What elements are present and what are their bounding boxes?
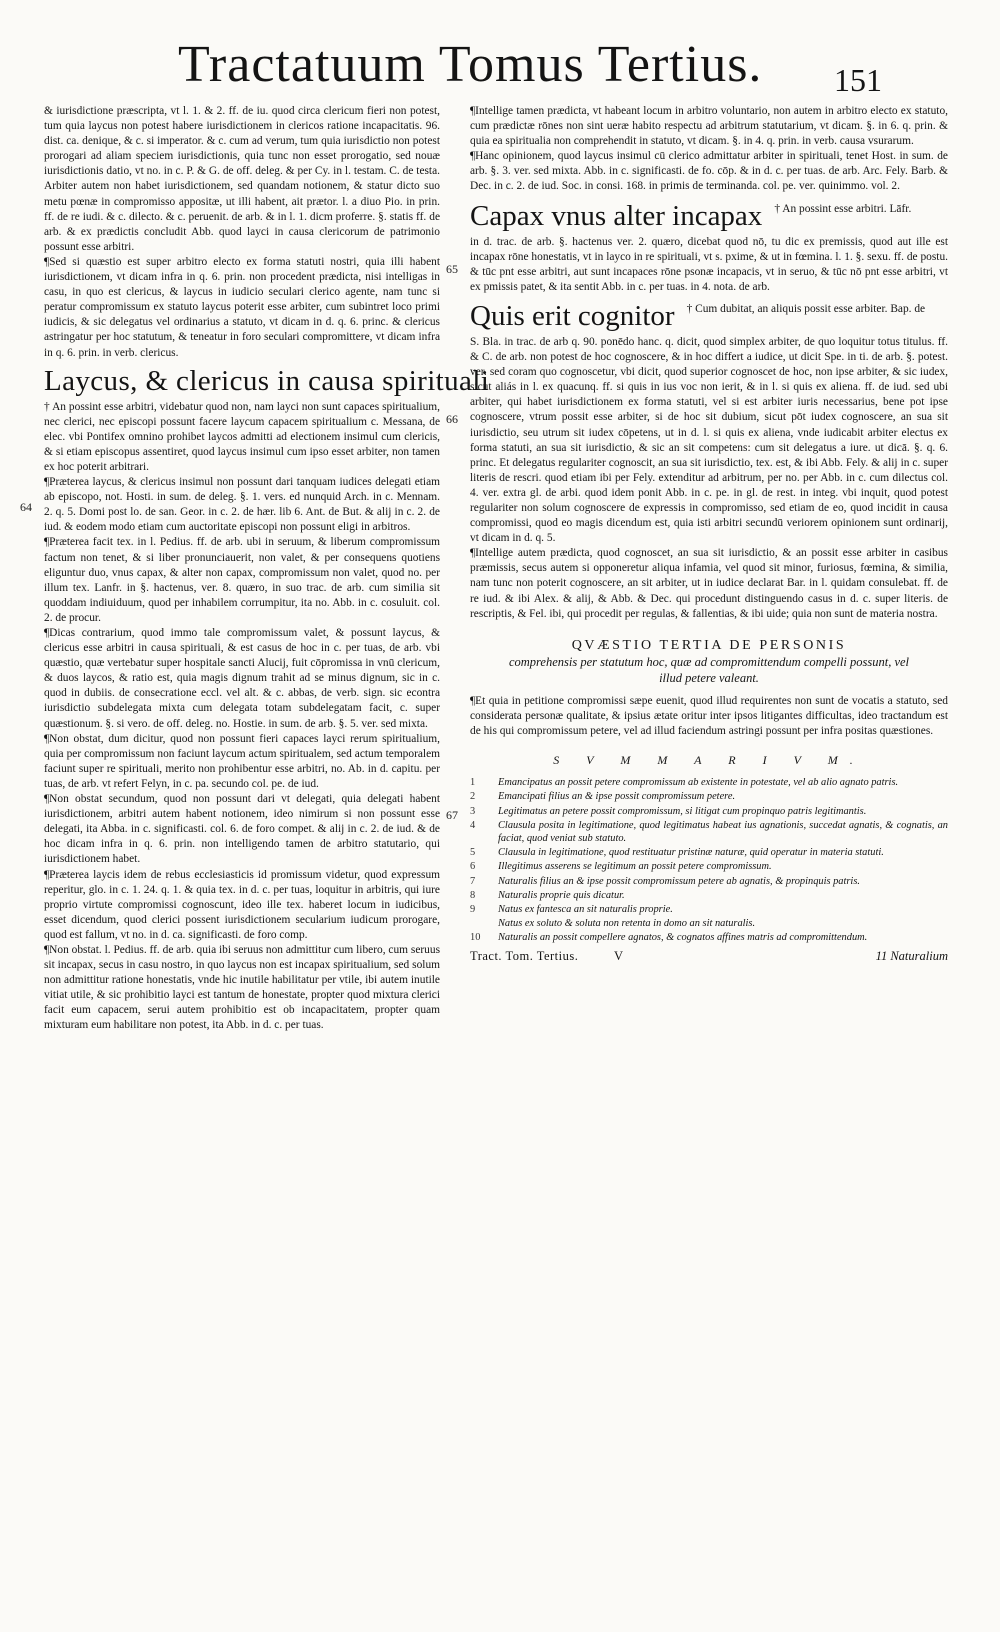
paragraph: † An possint esse arbitri, videbatur quod non, nam layci non sunt capaces spiritualium, nec clerici, nec episcopi possunt facere laycum capacem spiritualium c. Messana, de elec. vbi Pontifex omnino prohibet laycos admitti ad electionem insimul cum clericis, & si etiam episcopus assentiret, quod laycus insimul cum ipso esset arbiter, non tamen ex hoc poterit arbitrari. <box>44 400 440 473</box>
summarium-item-text: Natus ex soluto & soluta non retenta in domo an sit naturalis. <box>498 918 756 930</box>
summarium-item <box>470 917 948 930</box>
summarium-item-number: 1 <box>470 777 476 789</box>
paragraph: ¶Dicas contrarium, quod immo tale compromissum valet, & possunt laycus, & clericus esse arbitri in causa spirituali, & est casus de hoc in c. per tuas, de arb. vbi quæstio, quæ vertebatur super hospitale sancti Alucij, fuit cōpromissa in vnū clericum, & duos laycos, & ratio est, quia magis dignum trahit ad se minus dignum, sic in c. quod in dubiis. de consecratione eccl. vel alt. & c. abbas, de verb. sign. sic econtra iurisdictio subdelegata mixta cum delegata totam subdelegatam facit, c. super quæstionum. §. si vero. de off. deleg. no. Hostie. in sum. de arb. §. 5. ver. sed mixta. <box>44 627 440 730</box>
summarium-item <box>470 790 948 803</box>
paragraph: ¶Sed si quæstio est super arbitro electo ex forma statuti nostri, quia illi habent iurisdictionem, vt dicam infra in q. 6. prin. non procedent prædicta, nisi intelligas in casu, in quo est clericus, & laycus in iudicio seculari clerico agente, nam tunc si peratur compromissum ex statuto laycus poterit esse arbiter, cum subintret loco primi iudicis, & sic delegatus vel ordinarius a statuto, vt dicam in d. q. 6. princ. & clericus astringatur per hoc statutum, & teneatur in foro seculari compromittere, vt dicam infra in q. 6. prin. in verb. clericus. <box>44 255 440 359</box>
right-column <box>470 104 948 964</box>
section-heading-capax-note: † An possint esse arbitri. Lāfr. <box>774 202 912 215</box>
paragraph: ¶Non obstat secundum, quod non possunt dari vt delegati, quia delegati habent iurisdictionem, arbitri autem habent notionem, ideo nimirum si non possunt esse delegati, ita Abba. in c. significasti. col. 6. de foro compet. & alij in c. 2. de iud. & de hoc dicam infra in q. 6. prin. non intelligendo tamen de arbitro statutario, qui iurisdictionem habet. <box>44 793 440 866</box>
paragraph: ¶Intellige tamen prædicta, vt habeant locum in arbitro voluntario, non autem in arbitro electo ex statuto, cum prædictæ rōnes non sint ueræ habito respectu ad arbitrum statutarium, vt dicam. §. in 6. q. prin. & quia ea spiritualia non comprehendit in statuto, vt dicam. §. in 4. q. prin. in verb. causa vsurarum. <box>470 105 948 148</box>
summarium-item-text: Naturalis proprie quis dicatur. <box>498 889 625 901</box>
running-title: Tractatuum Tomus Tertius. <box>178 36 763 93</box>
paragraph: ¶Non obstat, dum dicitur, quod non possunt fieri capaces layci rerum spiritualium, quia per compromissum non faciunt laycum actum spiritualem, sed actum temporalem faciunt super re spirituali, merito non prohibentur esse arbitri, no. Ab. in d. capitu. per tuas, de arb. vt refert Felyn, in c. pa. secundo col. pe. de iud. <box>44 732 440 790</box>
summarium-item-text: Emancipatus an possit petere compromissum ab existente in potestate, vel ab alio agnato patris. <box>498 777 899 789</box>
summarium-item-text: Naturalis an possit compellere agnatos, & cognatos affines matris ad compromittendum. <box>498 932 868 944</box>
summarium-heading: S V M M A R I V M. <box>553 753 865 767</box>
summarium-item-text: Emancipati filius an & ipse possit compromissum petere. <box>498 791 736 803</box>
summarium-item-text: Naturalis filius an & ipse possit compromissum petere ab agnatis, & propinquis patris. <box>498 875 860 887</box>
margin-number-64: 64 <box>20 500 32 514</box>
summarium-item <box>470 889 948 902</box>
paragraph: ¶Hanc opinionem, quod laycus insimul cū clerico admittatur arbiter in spirituali, tenet Host. in sum. de arb. §. 3. ver. sed mixta. Abb. in c. significasti. de fo. cōp. & in d. c. per tuas. de arb. Arc. Fely. Barb. & Dec. in c. 2. de iud. Soc. in consi. 168. in primis de terminanda. col. pe. ver. quinimmo. vol. 2. <box>470 150 948 193</box>
margin-number-66: 66 <box>446 412 458 426</box>
summarium-item-number: 4 <box>470 819 476 831</box>
footer-signature-text: Tract. Tom. Tertius. <box>470 948 579 963</box>
paragraph: ¶Præterea laycis idem de rebus ecclesiasticis id promissum videtur, quod expressum reperitur, glo. in c. 1. 24. q. 1. & quia tex. in d. c. per tuas, loquitur in arbitris, qui iure proprio virtute compromissi cognoscunt, ideo ille tex. haberet locum in iudicibus, esset dicendum, quod clerici possent iurisdictionem secularium iudicum prorogare, quod est fallum, vt no. in d. ca. significasti. de foro comp. <box>44 868 440 941</box>
paragraph: ¶Et quia in petitione compromissi sæpe euenit, quod illud requirentes non sunt de vocatis a statuto, sed considerata personæ qualitate, & ipsius ætate oritur inter ipsos litigantes difficultas, ideo tractandum est de his qui compromissum petere, vel ad illud faciendum astringi possunt per infra positas quæstiones. <box>470 694 948 737</box>
summarium-item-number: 5 <box>470 847 476 859</box>
paragraph: ¶Intellige autem prædicta, quod cognoscet, an sua sit iurisdictio, & an possit esse arbiter in casibus præmissis, secus autem si opponeretur aliqua infamia, vel quod sit minor, furiosus, fœmina, & similia, nam tunc non poterit cognoscere, an sit arbiter, ut in iudice declarat Bar. in l. quidam consulebat. ff. de re iud. & ibi Alex. & alij, & Abb. & Dec. qui procedunt distinguendo casus in d. c. super literis. de rescriptis, & Fel. ibi, qui procedit per regulas, & fallentias, & ibi uide; quia non sunt de materia nostra. <box>470 547 948 620</box>
summarium-item-number: 3 <box>470 805 476 817</box>
footer-signature <box>470 949 624 964</box>
paragraph: & iurisdictione præscripta, vt l. 1. & 2. ff. de iu. quod circa clericum fieri non potest, tum quia laycus non potest habere iurisdictionem in clericos ratione incapacitatis. 96. dist. ca. denique, & c. si imperator. & c. cum ad verum, tum quia iurisdictio non potest prorogari ad aliam speciem iurisdictionis, quia tunc non esset prorogatio, sed nouæ iurisdictionis datio, vt no. in c. P. & G. de off. deleg. & per Cy. in l. testam. C. de testa. Arbiter autem non habet iurisdictionem, sed quandam notionem, & statur dicto suo metu pœnæ in compromisso appositæ, ut illi habent, ait prætor. l. a diuo Pio. in prin. ff. de re iudi. & c. dilecto. & c. peruenit. de arb. & in l. 1. dicm proferre. §. statis ff. de arb. & ex prædictis concludit Abb. quod layci in causa clericorum de patrimonio possunt esse arbitri. <box>44 105 440 253</box>
summarium-item-number: 9 <box>470 903 476 915</box>
summarium-item <box>470 875 948 888</box>
summarium-item-text: Illegitimus asserens se legitimum an possit petere compromissum. <box>498 861 772 873</box>
summarium-item-text: Natus ex fantesca an sit naturalis proprie. <box>498 903 673 915</box>
summarium-item-number: 2 <box>470 791 476 803</box>
page-number: 151 <box>834 62 882 98</box>
footer-signature-letter: V <box>614 948 624 963</box>
summarium-item-text: Clausula in legitimatione, quod restituatur pristinæ naturæ, quid operatur in materia statuti. <box>498 847 884 859</box>
summarium-list <box>470 776 948 944</box>
summarium-item <box>470 903 948 916</box>
quaestio-heading <box>470 638 948 686</box>
summarium-item <box>470 860 948 873</box>
quaestio-title: QVÆSTIO TERTIA DE PERSONIS <box>571 637 847 653</box>
section-heading-cognitor-title: Quis erit cognitor <box>470 299 675 332</box>
summarium-item-number: 10 <box>470 932 481 944</box>
paragraph: ¶Præterea laycus, & clericus insimul non possunt dari tanquam iudices delegati etiam ab episcopo, not. Hosti. in sum. de deleg. §. 1. vers. ed nunquid Arch. in c. Mennam. 2. q. 5. Domi post lo. de san. Geor. in c. 2. de hær. lib 6. Ant. de But. & alij in c. 2. de iud. & eodem modo etiam cum auctoritate episcopi non possunt eligi in arbitros. <box>44 476 440 534</box>
summarium-item-number: 6 <box>470 861 476 873</box>
paragraph: S. Bla. in trac. de arb q. 90. ponēdo hanc. q. dicit, quod simplex arbiter, de quo loquitur totus titulus. ff. & C. de arb. non potest de hoc cognoscere, & in hoc differt a iudice, ut dicit Spe. in ti. de arb. §. potest. ver. sed coram quo cognoscetur, vbi dicit, quod superior cognoscet de hoc, non ipse arbiter, & sic iudex, sicut aliás in l. ex quacunq. ff. si quis in ius voc non ierit, & in l. si quis ex aliena. ff. de iud. sed ubi arbiter, qui habet iurisdictionem ex forma statuti, vel si est arbiter iuris necessarius, bene pot ipse cognoscere, vtrum possit esse arbiter, si de hoc sit dubium, sicut pōt iudex cognoscere, an sua sit iurisdictio, seu utrum sit iudex cōpetens, ut in d. l. si quis ex aliena, vnde iudicabit arbiter electus ex forma statuti, an sua sit iurisdictio, & sic an sit competens: cum sit delegatus a iure. ut dicā. §. q. 6. princ. Et delegatus regulariter cognoscit, an sua sit iurisdictio, tex. est, & ibi Abb. Fely. & alij in c. super literis de rescri. quod etiam ibi per Fely. extenditur ad arbitrum, per no. per Abb. in c. cum dilectus col. 4. ver. extra gl. de arbi. quod idem ponit Abb. in c. pe. in gl. de rest. in integ. vbi inquit, quod potest regulariter non solum cognoscere de expressis in compromisso, sed etiam de eo, quod incidit in causa compromissi, quod eo magis dicendum est, quia isti arbitri secundū veriorem opinionem sunt ordinarij, vt dicam in d. q. 5. <box>470 335 948 545</box>
footer-catchword: 11 Naturalium <box>875 948 948 963</box>
summarium-item-text: Legitimatus an petere possit compromissum, si litigat cum propinquo patris legitimantis. <box>498 805 867 817</box>
paragraph: ¶Præterea facit tex. in l. Pedius. ff. de arb. ubi in seruum, & liberum compromissum factum non tenet, & si liber pronunciauerit, non valet, & per consequens quotiens eliguntur duo, vnus capax, & alter non capax, compromissum non valet, quod no. per illum tex. Lanfr. in §. hactenus, ver. 8. quæro, in suo trac. de arb. cum similia sit quoddam indiuiduum, quod per inhabilem corrumpitur, ita no. Abb. in c. cosuluit. col. 2. de procur. <box>44 536 440 624</box>
summarium-item <box>470 819 948 845</box>
summarium-item-number: 8 <box>470 889 476 901</box>
margin-number-67: 67 <box>446 808 458 822</box>
section-heading-capax-title: Capax vnus alter incapax <box>470 199 763 232</box>
paragraph: ¶Non obstat. l. Pedius. ff. de arb. quia ibi seruus non admittitur cum libero, cum seruus sit incapax, secus in casu nostro, in quo laycus non est incapax spiritualium, sed solum non admittitur ratione honestatis, vnde hic inutile habilitatur per vtile, ibi autem inutile vitiat utile, & sic prohibitio layci est tantum de honestate, propter quod mixtura clerici facit eum capacem, serui autem prohibitio est ob incapacitatem, propter quam mixturam eum habilitare non potest, ita Abb. in d. c. per tuas. <box>44 943 440 1032</box>
margin-number-65: 65 <box>446 262 458 276</box>
summarium-item-text: Clausula posita in legitimatione, quod legitimatus habeat ius agnationis, succedat agnatis, & cognatis, an faciat, quod veniat sub statuto. <box>498 819 948 844</box>
summarium-item <box>470 846 948 859</box>
section-heading-cognitor-note: † Cum dubitat, an aliquis possit esse arbiter. Bap. de <box>686 302 926 315</box>
quaestio-subtitle-1: comprehensis per statutum hoc, quæ ad compromittendum compelli possunt, vel <box>508 654 910 669</box>
section-heading-laycus: Laycus, & clericus in causa spirituali <box>44 364 490 397</box>
section-heading-cognitor <box>470 300 948 332</box>
page-footer <box>470 949 948 964</box>
summarium-item <box>470 805 948 818</box>
page-header <box>0 0 1000 100</box>
section-heading-capax <box>470 200 948 232</box>
quaestio-subtitle-2: illud petere valeant. <box>659 670 759 685</box>
summarium-item-number: 7 <box>470 875 476 887</box>
summarium-item-number <box>470 917 498 930</box>
summarium-item <box>470 776 948 789</box>
summarium-item <box>470 931 948 944</box>
paragraph: in d. trac. de arb. §. hactenus ver. 2. quæro, dicebat quod nō, tu dic ex premissis, quod aut ille est incapax rōne honestatis, vt in layco in re spirituali, vt s. pxime, & ut in fœmina. l. 1. §. sexu. ff. de postu. & tūc pnt esse arbitri, aut sunt incapaces rōne psonæ incapacis, vt in seruo, & tūc nō pnt esse arbitri, vt ex pmissis patet, & ita sentit Abb. in c. per tuas. in 4. nota. de arb. <box>470 235 948 293</box>
